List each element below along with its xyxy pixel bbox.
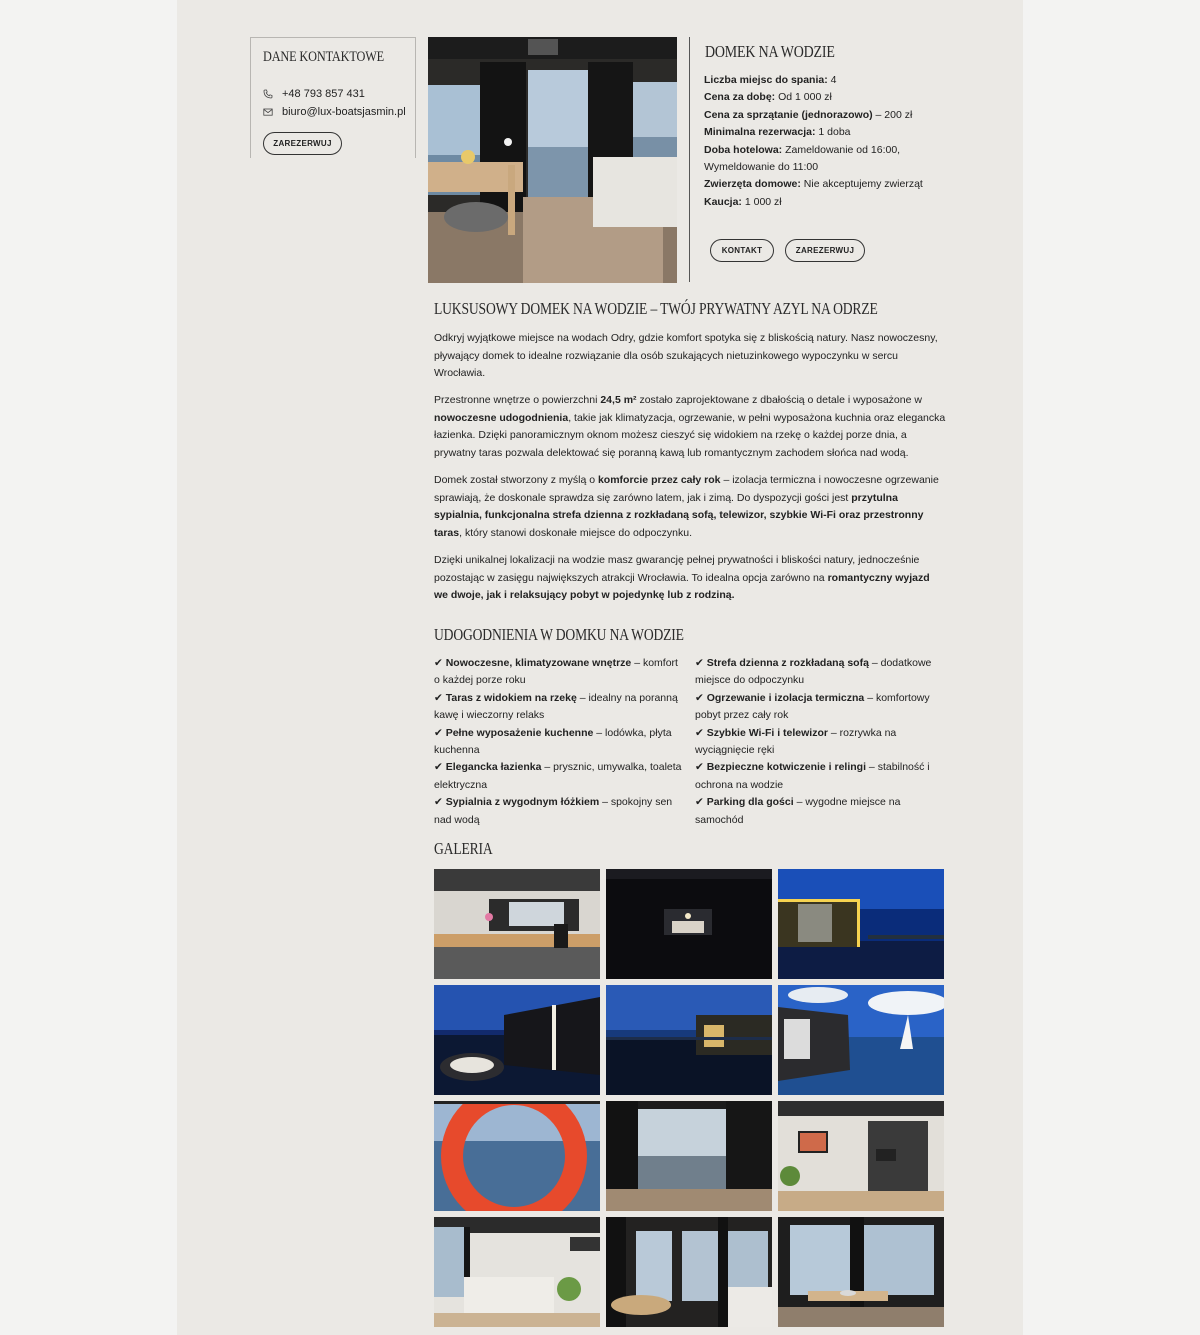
amenity-item: ✔ Nowoczesne, klimatyzowane wnętrze – komfort o każdej porze roku bbox=[434, 657, 678, 687]
amenity-item: ✔ Szybkie Wi-Fi i telewizor – rozrywka na wyciągnięcie ręki bbox=[695, 726, 897, 757]
gallery-thumb-kitchen[interactable] bbox=[434, 869, 600, 979]
gallery-thumb-night-bedroom[interactable] bbox=[606, 869, 772, 979]
detail-minimum-booking: Minimalna rezerwacja: 1 doba bbox=[704, 126, 851, 139]
gallery-thumb-lake-night[interactable] bbox=[606, 985, 772, 1095]
houseboat-interior-image bbox=[428, 37, 677, 283]
gallery-thumb-living-room[interactable] bbox=[778, 1101, 944, 1211]
article-paragraph-1: Odkryj wyjątkowe miejsce na wodach Odry, gdzie komfort spotyka się z bliskością natury. Nasz nowoczesny, pływający domek to idealne rozwiązanie dla osób szukających nietuzinkowego wypoczynku w sercu Wrocławia. bbox=[434, 332, 938, 379]
amenity-item: ✔ Parking dla gości – wygodne miejsce na samochód bbox=[695, 796, 901, 826]
amenities-left-column bbox=[434, 655, 686, 829]
detail-cleaning-price: Cena za sprzątanie (jednorazowo) – 200 zł bbox=[704, 108, 913, 121]
amenity-item: ✔ Elegancka łazienka – prysznic, umywalka, toaleta elektryczna bbox=[434, 761, 682, 791]
details-title: DOMEK NA WODZIE bbox=[705, 42, 835, 61]
phone-number: +48 793 857 431 bbox=[282, 88, 365, 100]
email-address: biuro@lux-boatsjasmin.pl bbox=[282, 106, 406, 118]
article-title: LUKSUSOWY DOMEK NA WODZIE – TWÓJ PRYWATNY AZYL NA ODRZE bbox=[434, 299, 878, 318]
hero-photo[interactable] bbox=[428, 37, 677, 283]
amenity-item: ✔ Sypialnia z wygodnym łóżkiem – spokojny sen nad wodą bbox=[434, 796, 673, 826]
detail-sleeping-places: Liczba miejsc do spania: 4 bbox=[704, 74, 837, 86]
contact-title: DANE KONTAKTOWE bbox=[263, 49, 385, 65]
detail-price-per-night: Cena za dobę: Od 1 000 zł bbox=[704, 91, 832, 104]
contact-reserve-button[interactable]: ZAREZERWUJ bbox=[263, 132, 342, 155]
gallery-thumb-illuminated-boat[interactable] bbox=[778, 869, 944, 979]
amenity-item: ✔ Bezpieczne kotwiczenie i relingi – stabilność i ochrona na wodzie bbox=[695, 761, 930, 791]
article-paragraph-3: Domek został stworzony z myślą o komforcie przez cały rok – izolacja termiczna i nowoczesne ogrzewanie sprawiają, że doskonale sprawdza się zarówno latem, jak i zimą. Do dyspozycji gości jest przytulna sypialnia, funkcjonalna strefa dzienna z rozkładaną sofą, telewizor, szybkie Wi-Fi oraz przestronny taras, który stanowi doskonałe miejsce do odpoczynku. bbox=[434, 474, 939, 539]
gallery-thumb-lifebuoy[interactable] bbox=[434, 1101, 600, 1211]
gallery-thumb-dining-table[interactable] bbox=[778, 1217, 944, 1327]
amenities-right-column bbox=[695, 655, 947, 829]
contact-card bbox=[250, 37, 416, 158]
article-paragraph-4: Dzięki unikalnej lokalizacji na wodzie masz gwarancję pełnej prywatności i bliskości natury, jednocześnie pozostając w zasięgu największych atrakcji Wrocławia. To idealna opcja zarówno na romantyczny wyjazd we dwoje, jak i relaksujący pobyt w pojedynkę lub z rodziną. bbox=[434, 554, 930, 601]
detail-pets: Zwierzęta domowe: Nie akceptujemy zwierząt bbox=[704, 178, 923, 191]
envelope-icon bbox=[263, 107, 273, 117]
amenity-item: ✔ Taras z widokiem na rzekę – idealny na poranną kawę i wieczorny relaks bbox=[434, 691, 678, 722]
amenity-item: ✔ Strefa dzienna z rozkładaną sofą – dodatkowe miejsce do odpoczynku bbox=[695, 657, 932, 687]
gallery-thumb-boat-dusk[interactable] bbox=[434, 985, 600, 1095]
detail-deposit: Kaucja: 1 000 zł bbox=[704, 195, 782, 208]
gallery-title: GALERIA bbox=[434, 839, 493, 858]
article-paragraph-2: Przestronne wnętrze o powierzchni 24,5 m² zostało zaprojektowane z dbałością o detale i wyposażone w nowoczesne udogodnienia, takie jak klimatyzacja, ogrzewanie, w pełni wyposażona kuchnia oraz elegancka łazienka. Dzięki panoramicznym oknom możesz cieszyć się widokiem na rzekę o każdej porze dnia, a prywatny taras pozwala delektować się poranną kawą lub romantycznym zachodem słońca nad wodą. bbox=[434, 394, 946, 459]
amenity-item: ✔ Pełne wyposażenie kuchenne – lodówka, płyta kuchenna bbox=[434, 726, 672, 757]
gallery-thumb-dining-windows[interactable] bbox=[606, 1217, 772, 1327]
phone-icon bbox=[263, 89, 273, 99]
contact-button[interactable]: KONTAKT bbox=[710, 239, 774, 262]
reserve-button[interactable]: ZAREZERWUJ bbox=[785, 239, 865, 262]
email-link[interactable] bbox=[263, 106, 406, 118]
gallery-thumb-window-view[interactable] bbox=[606, 1101, 772, 1211]
gallery-thumb-sofa[interactable] bbox=[434, 1217, 600, 1327]
details-divider bbox=[689, 37, 690, 282]
details-list bbox=[704, 72, 944, 211]
gallery-thumb-lake-day[interactable] bbox=[778, 985, 944, 1095]
detail-hotel-day: Doba hotelowa: Zameldowanie od 16:00, Wymeldowanie do 11:00 bbox=[704, 143, 901, 174]
amenity-item: ✔ Ogrzewanie i izolacja termiczna – komfortowy pobyt przez cały rok bbox=[695, 691, 930, 722]
phone-link[interactable] bbox=[263, 88, 365, 100]
amenities-title: UDOGODNIENIA W DOMKU NA WODZIE bbox=[434, 625, 684, 644]
